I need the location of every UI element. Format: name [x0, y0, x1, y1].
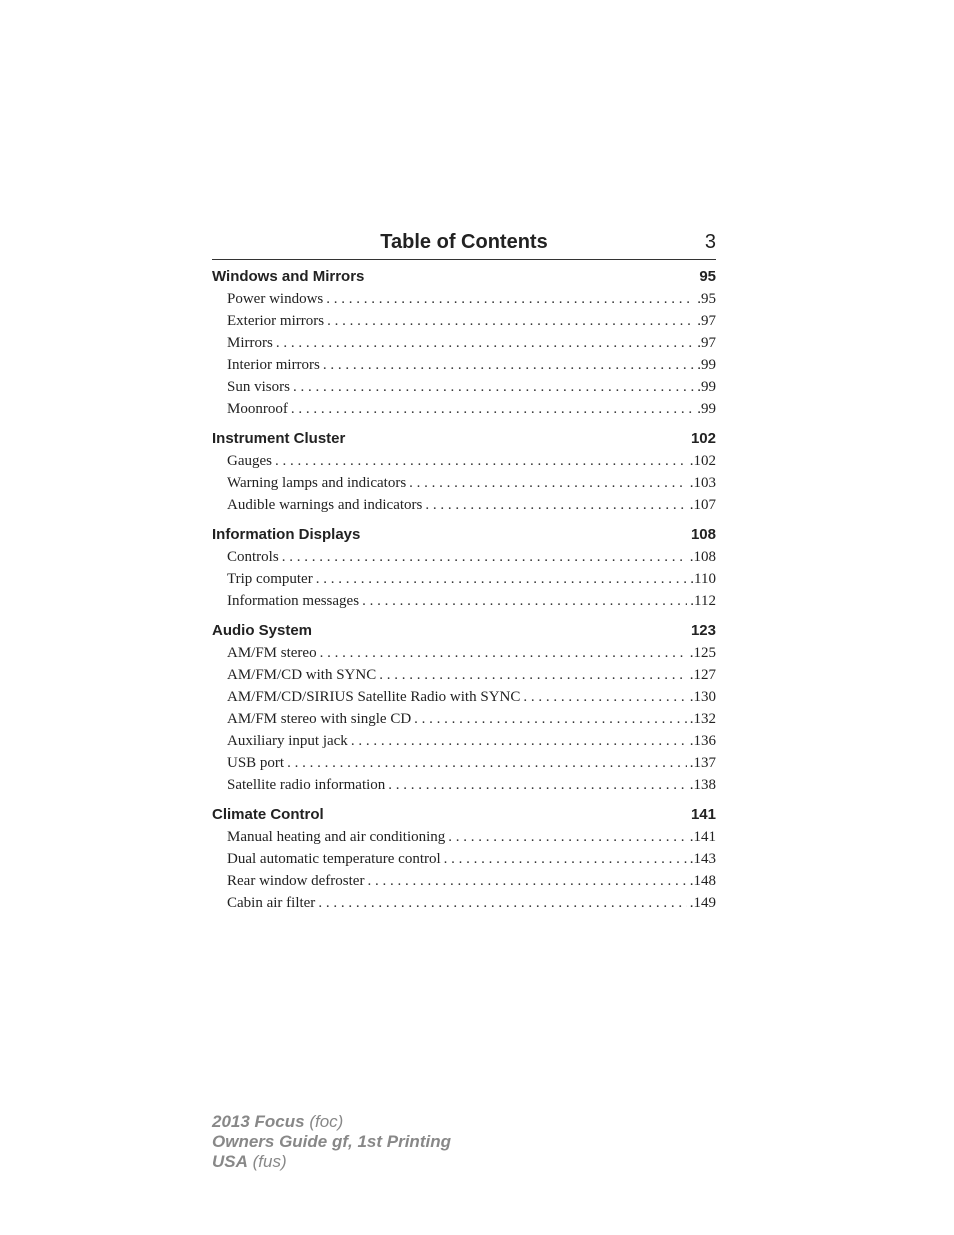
toc-entry[interactable] [227, 870, 716, 892]
toc-entry[interactable] [227, 398, 716, 420]
page-title: Table of Contents [380, 231, 548, 253]
entry-title: Cabin air filter [227, 895, 316, 911]
dot-leader [275, 450, 687, 472]
entry-page: .141 [689, 829, 716, 845]
entry-page: .97 [697, 335, 716, 351]
toc-entry[interactable] [227, 752, 716, 774]
toc-entry[interactable] [227, 664, 716, 686]
dot-leader [448, 826, 686, 848]
toc-entry[interactable] [227, 472, 716, 494]
toc-entry[interactable] [227, 332, 716, 354]
toc-entry[interactable] [227, 730, 716, 752]
dot-leader [425, 494, 686, 516]
dot-leader [444, 848, 687, 870]
toc-entry[interactable] [227, 310, 716, 332]
table-of-contents [212, 266, 716, 922]
toc-entry[interactable] [227, 494, 716, 516]
entry-page: .138 [689, 777, 716, 793]
dot-leader [409, 472, 687, 494]
entry-title: Moonroof [227, 401, 288, 417]
entry-page: .110 [690, 571, 716, 587]
dot-leader [379, 664, 687, 686]
entry-page: .97 [697, 313, 716, 329]
dot-leader [362, 590, 687, 612]
entry-title: AM/FM stereo [227, 645, 317, 661]
entry-page: .99 [697, 379, 716, 395]
entry-title: Trip computer [227, 571, 313, 587]
dot-leader [351, 730, 687, 752]
entry-page: .99 [697, 357, 716, 373]
entry-title: Satellite radio information [227, 777, 386, 793]
footer-line-2: Owners Guide gf, 1st Printing [212, 1132, 451, 1151]
toc-entry[interactable] [227, 826, 716, 848]
entry-title: Power windows [227, 291, 324, 307]
section-page: 108 [690, 526, 716, 543]
toc-section [212, 804, 716, 914]
toc-entry[interactable] [227, 590, 716, 612]
toc-entry[interactable] [227, 354, 716, 376]
section-page: 123 [690, 622, 716, 639]
entry-title: Manual heating and air conditioning [227, 829, 446, 845]
section-heading[interactable] [212, 266, 716, 288]
dot-leader [367, 870, 686, 892]
toc-entry[interactable] [227, 288, 716, 310]
entry-title: AM/FM stereo with single CD [227, 711, 412, 727]
entry-page: .149 [689, 895, 716, 911]
toc-entry[interactable] [227, 686, 716, 708]
entry-page: .137 [689, 755, 716, 771]
entry-page: .107 [689, 497, 716, 513]
dot-leader [323, 354, 694, 376]
entry-title: AM/FM/CD with SYNC [227, 667, 377, 683]
footer-line-3: USA (fus) [212, 1152, 287, 1171]
dot-leader [523, 686, 686, 708]
entry-title: Audible warnings and indicators [227, 497, 423, 513]
entry-title: Information messages [227, 593, 360, 609]
entry-title: USB port [227, 755, 285, 771]
entry-page: .102 [689, 453, 716, 469]
entry-page: .103 [689, 475, 716, 491]
entry-title: Rear window defroster [227, 873, 365, 889]
entry-page: .127 [689, 667, 716, 683]
section-title: Audio System [212, 622, 313, 639]
dot-leader [282, 546, 687, 568]
dot-leader [327, 310, 694, 332]
toc-section [212, 620, 716, 796]
section-title: Climate Control [212, 806, 324, 823]
section-title: Information Displays [212, 526, 361, 543]
entry-page: .130 [689, 689, 716, 705]
page-number: 3 [704, 231, 716, 253]
entry-page: .95 [697, 291, 716, 307]
entry-page: .136 [689, 733, 716, 749]
section-heading[interactable] [212, 620, 716, 642]
dot-leader [287, 752, 687, 774]
section-title: Windows and Mirrors [212, 268, 365, 285]
entry-title: Dual automatic temperature control [227, 851, 441, 867]
entry-title: Exterior mirrors [227, 313, 325, 329]
toc-entry[interactable] [227, 642, 716, 664]
dot-leader [318, 892, 686, 914]
entry-page: .148 [689, 873, 716, 889]
section-page: 95 [699, 268, 716, 285]
section-page: 102 [690, 430, 716, 447]
entry-page: .132 [689, 711, 716, 727]
entry-title: Gauges [227, 453, 272, 469]
entry-title: Auxiliary input jack [227, 733, 348, 749]
toc-entry[interactable] [227, 376, 716, 398]
entry-page: .143 [689, 851, 716, 867]
entry-page: .112 [690, 593, 716, 609]
toc-section [212, 524, 716, 612]
entry-title: AM/FM/CD/SIRIUS Satellite Radio with SYNC [227, 689, 521, 705]
toc-entry[interactable] [227, 546, 716, 568]
toc-section [212, 428, 716, 516]
section-heading[interactable] [212, 524, 716, 546]
dot-leader [326, 288, 694, 310]
section-heading[interactable] [212, 804, 716, 826]
page-header [212, 228, 716, 260]
section-title: Instrument Cluster [212, 430, 346, 447]
entry-title: Sun visors [227, 379, 290, 395]
footer [212, 1112, 451, 1172]
entry-page: .99 [697, 401, 716, 417]
dot-leader [293, 376, 694, 398]
dot-leader [414, 708, 687, 730]
entry-title: Warning lamps and indicators [227, 475, 407, 491]
section-heading[interactable] [212, 428, 716, 450]
dot-leader [316, 568, 688, 590]
toc-entry[interactable] [227, 568, 716, 590]
section-page: 141 [690, 806, 716, 823]
entry-title: Controls [227, 549, 279, 565]
toc-entry[interactable] [227, 774, 716, 796]
entry-title: Mirrors [227, 335, 273, 351]
entry-page: .125 [689, 645, 716, 661]
footer-line-1: 2013 Focus (foc) [212, 1112, 344, 1131]
toc-entry[interactable] [227, 892, 716, 914]
dot-leader [276, 332, 694, 354]
dot-leader [388, 774, 686, 796]
toc-entry[interactable] [227, 848, 716, 870]
dot-leader [320, 642, 687, 664]
dot-leader [291, 398, 694, 420]
entry-title: Interior mirrors [227, 357, 320, 373]
toc-entry[interactable] [227, 450, 716, 472]
toc-section [212, 266, 716, 420]
toc-entry[interactable] [227, 708, 716, 730]
entry-page: .108 [689, 549, 716, 565]
